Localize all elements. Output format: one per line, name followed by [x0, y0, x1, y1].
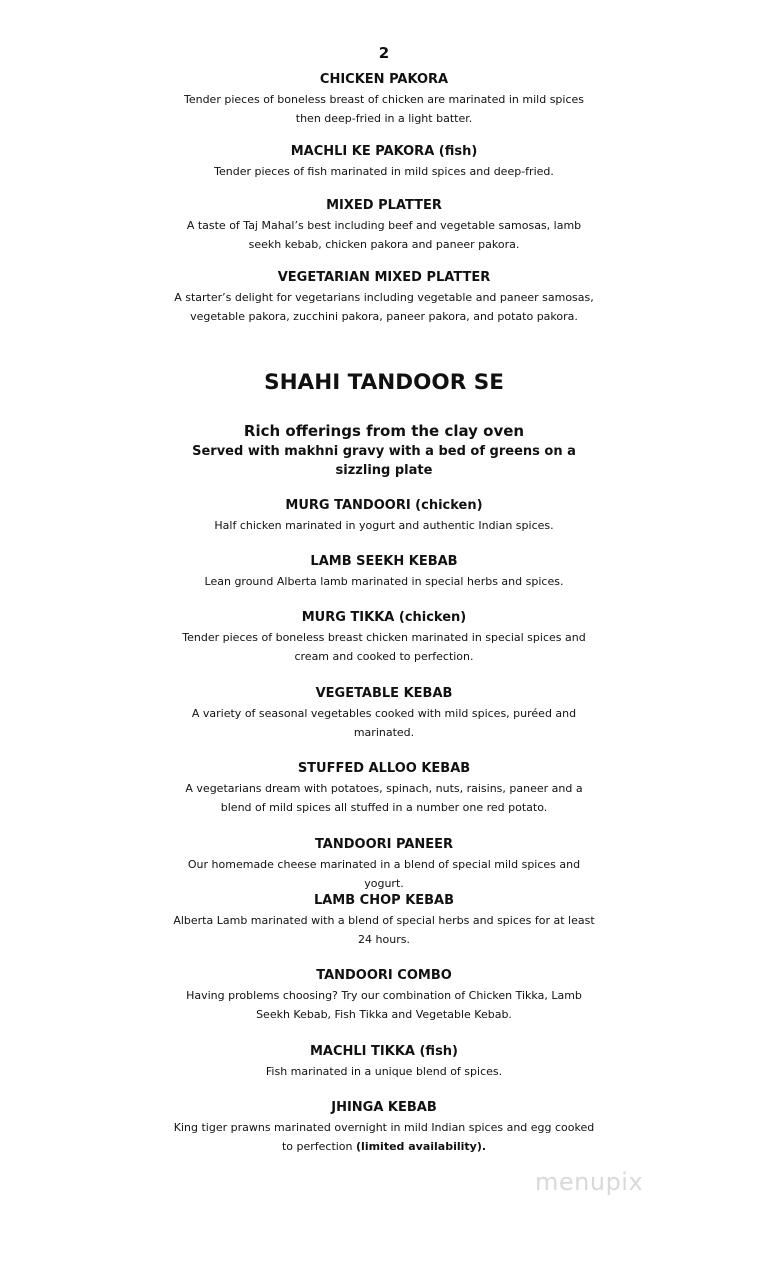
item-description: Our homemade cheese marinated in a blend of special mild spices and yogurt. [187, 858, 581, 890]
menu-item [170, 553, 598, 592]
page-number: 2 [378, 44, 390, 62]
item-name: TANDOORI PANEER [314, 837, 454, 852]
menu-item [170, 71, 598, 128]
item-name: MACHLI KE PAKORA (fish) [290, 144, 478, 159]
menu-item [170, 609, 598, 666]
menu-item [170, 1099, 598, 1156]
item-name: LAMB CHOP KEBAB [313, 893, 455, 908]
item-description: Lean ground Alberta lamb marinated in special herbs and spices. [204, 575, 564, 588]
item-name: MIXED PLATTER [326, 198, 442, 213]
menu-item [170, 760, 598, 817]
section-title: SHAHI TANDOOR SE [264, 370, 504, 395]
section-subtitle: Rich offerings from the clay oven [243, 422, 525, 440]
item-name: JHINGA KEBAB [331, 1100, 437, 1115]
item-description: Tender pieces of fish marinated in mild spices and deep-fried. [214, 165, 554, 178]
section-note: Served with makhni gravy with a bed of greens on a sizzling plate [192, 444, 576, 478]
menu-item [170, 197, 598, 254]
item-description: Having problems choosing? Try our combination of Chicken Tikka, Lamb Seekh Kebab, Fish Tikka and Vegetable Kebab. [186, 989, 582, 1021]
item-description-text: King tiger prawns marinated overnight in mild Indian spices and egg cooked to perfection [173, 1121, 595, 1153]
menu-item [170, 836, 598, 893]
item-description: Alberta Lamb marinated with a blend of special herbs and spices for at least 24 hours. [173, 914, 595, 946]
item-description: Tender pieces of boneless breast chicken marinated in special spices and cream and cooked to perfection. [182, 631, 586, 663]
item-name: CHICKEN PAKORA [319, 72, 449, 87]
menu-item [170, 967, 598, 1024]
watermark: menupix [535, 1168, 644, 1196]
menu-item [170, 892, 598, 949]
menu-item [170, 1043, 598, 1082]
item-description: A taste of Taj Mahal’s best including beef and vegetable samosas, lamb seekh kebab, chicken pakora and paneer pakora. [186, 219, 582, 251]
item-name: VEGETABLE KEBAB [315, 686, 453, 701]
item-name: STUFFED ALLOO KEBAB [297, 761, 471, 776]
item-name: MURG TANDOORI (chicken) [285, 498, 483, 513]
item-description: Fish marinated in a unique blend of spices. [265, 1065, 503, 1078]
item-description: Tender pieces of boneless breast of chicken are marinated in mild spices then deep-fried in a light batter. [183, 93, 585, 125]
item-description: A variety of seasonal vegetables cooked with mild spices, puréed and marinated. [191, 707, 577, 739]
item-description: A vegetarians dream with potatoes, spinach, nuts, raisins, paneer and a blend of mild spices all stuffed in a number one red potato. [185, 782, 583, 814]
item-description: Half chicken marinated in yogurt and authentic Indian spices. [214, 519, 554, 532]
item-description: A starter’s delight for vegetarians including vegetable and paneer samosas, vegetable pakora, zucchini pakora, paneer pakora, and potato pakora. [174, 291, 594, 323]
item-name: TANDOORI COMBO [316, 968, 452, 983]
item-name: MURG TIKKA (chicken) [301, 610, 467, 625]
item-name: LAMB SEEKH KEBAB [310, 554, 458, 569]
item-name: MACHLI TIKKA (fish) [309, 1044, 458, 1059]
menu-item [170, 685, 598, 742]
item-name: VEGETARIAN MIXED PLATTER [277, 270, 491, 285]
menu-item [170, 269, 598, 326]
menu-item [170, 497, 598, 536]
item-description [170, 1119, 598, 1156]
availability-note: (limited availability). [356, 1139, 487, 1153]
menu-item [170, 143, 598, 182]
